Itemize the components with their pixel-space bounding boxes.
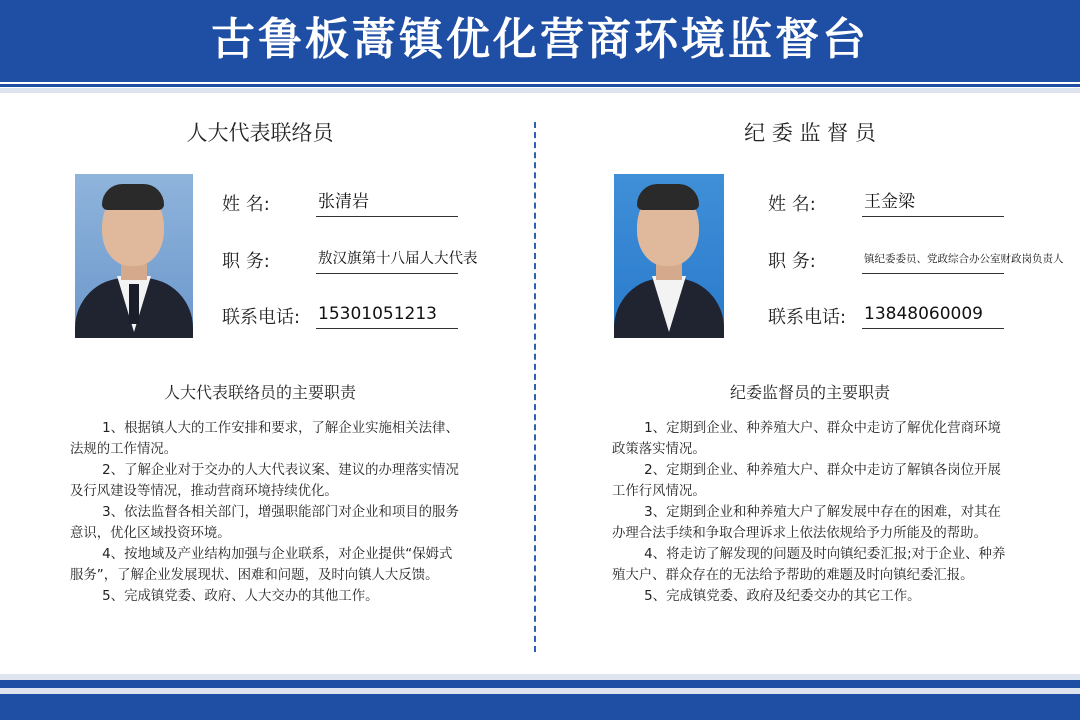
left-panel-title: 人大代表联络员 (186, 121, 334, 145)
right-name-label: 姓 名: (768, 194, 816, 215)
left-duty-item: 3、依法监督各相关部门，增强职能部门对企业和项目的服务意识，优化区域投资环境。 (70, 505, 459, 541)
right-phone-label: 联系电话: (768, 307, 847, 328)
right-panel-title: 纪 委 监 督 员 (744, 121, 876, 145)
right-duty-list (612, 418, 1010, 607)
left-duty-list (70, 418, 464, 607)
right-name-value: 王金梁 (862, 188, 1004, 217)
left-name-value: 张清岩 (316, 188, 458, 217)
footer-stripe (0, 680, 1080, 688)
right-phone-value: 13848060009 (862, 300, 1004, 329)
right-duty-item: 3、定期到企业和种养殖大户了解发展中存在的困难，对其在办理合法手续和争取合理诉求上依法依规给予力所能及的帮助。 (612, 505, 1001, 541)
right-duty-item: 2、定期到企业、种养殖大户、群众中走访了解镇各岗位开展工作行风情况。 (612, 463, 1001, 499)
right-duty-item: 1、定期到企业、种养殖大户、群众中走访了解优化营商环境政策落实情况。 (612, 421, 1001, 457)
panel-divider (534, 122, 536, 652)
header-stripe-light (0, 88, 1080, 93)
left-duty-item: 5、完成镇党委、政府、人大交办的其他工作。 (102, 589, 379, 604)
left-duty-title: 人大代表联络员的主要职责 (163, 383, 356, 402)
left-position-label: 职 务: (222, 251, 270, 272)
right-duty-title: 纪委监督员的主要职责 (729, 383, 890, 402)
right-duty-item: 5、完成镇党委、政府及纪委交办的其它工作。 (644, 589, 921, 604)
left-phone-label: 联系电话: (222, 307, 301, 328)
footer-banner (0, 694, 1080, 720)
page-title: 古鲁板蒿镇优化营商环境监督台 (211, 14, 869, 65)
right-portrait-photo (614, 174, 724, 332)
left-duty-item: 4、按地域及产业结构加强与企业联系，对企业提供“保姆式服务”，了解企业发展现状、困难和问题，及时向镇人大反馈。 (70, 547, 453, 583)
header-stripe (0, 84, 1080, 87)
left-phone-value: 15301051213 (316, 300, 458, 329)
left-name-label: 姓 名: (222, 194, 270, 215)
right-position-label: 职 务: (768, 251, 816, 272)
left-portrait-photo (75, 174, 193, 332)
right-duty-item: 4、将走访了解发现的问题及时向镇纪委汇报;对于企业、种养殖大户、群众存在的无法给予帮助的难题及时向镇纪委汇报。 (612, 547, 1006, 583)
left-position-value: 敖汉旗第十八届人大代表 (316, 245, 458, 274)
left-duty-item: 1、根据镇人大的工作安排和要求，了解企业实施相关法律、法规的工作情况。 (70, 421, 459, 457)
header-banner (0, 0, 1080, 82)
right-position-value: 镇纪委委员、党政综合办公室财政岗负责人 (862, 245, 1004, 274)
left-duty-item: 2、了解企业对于交办的人大代表议案、建议的办理落实情况及行风建设等情况，推动营商环境持续优化。 (70, 463, 459, 499)
